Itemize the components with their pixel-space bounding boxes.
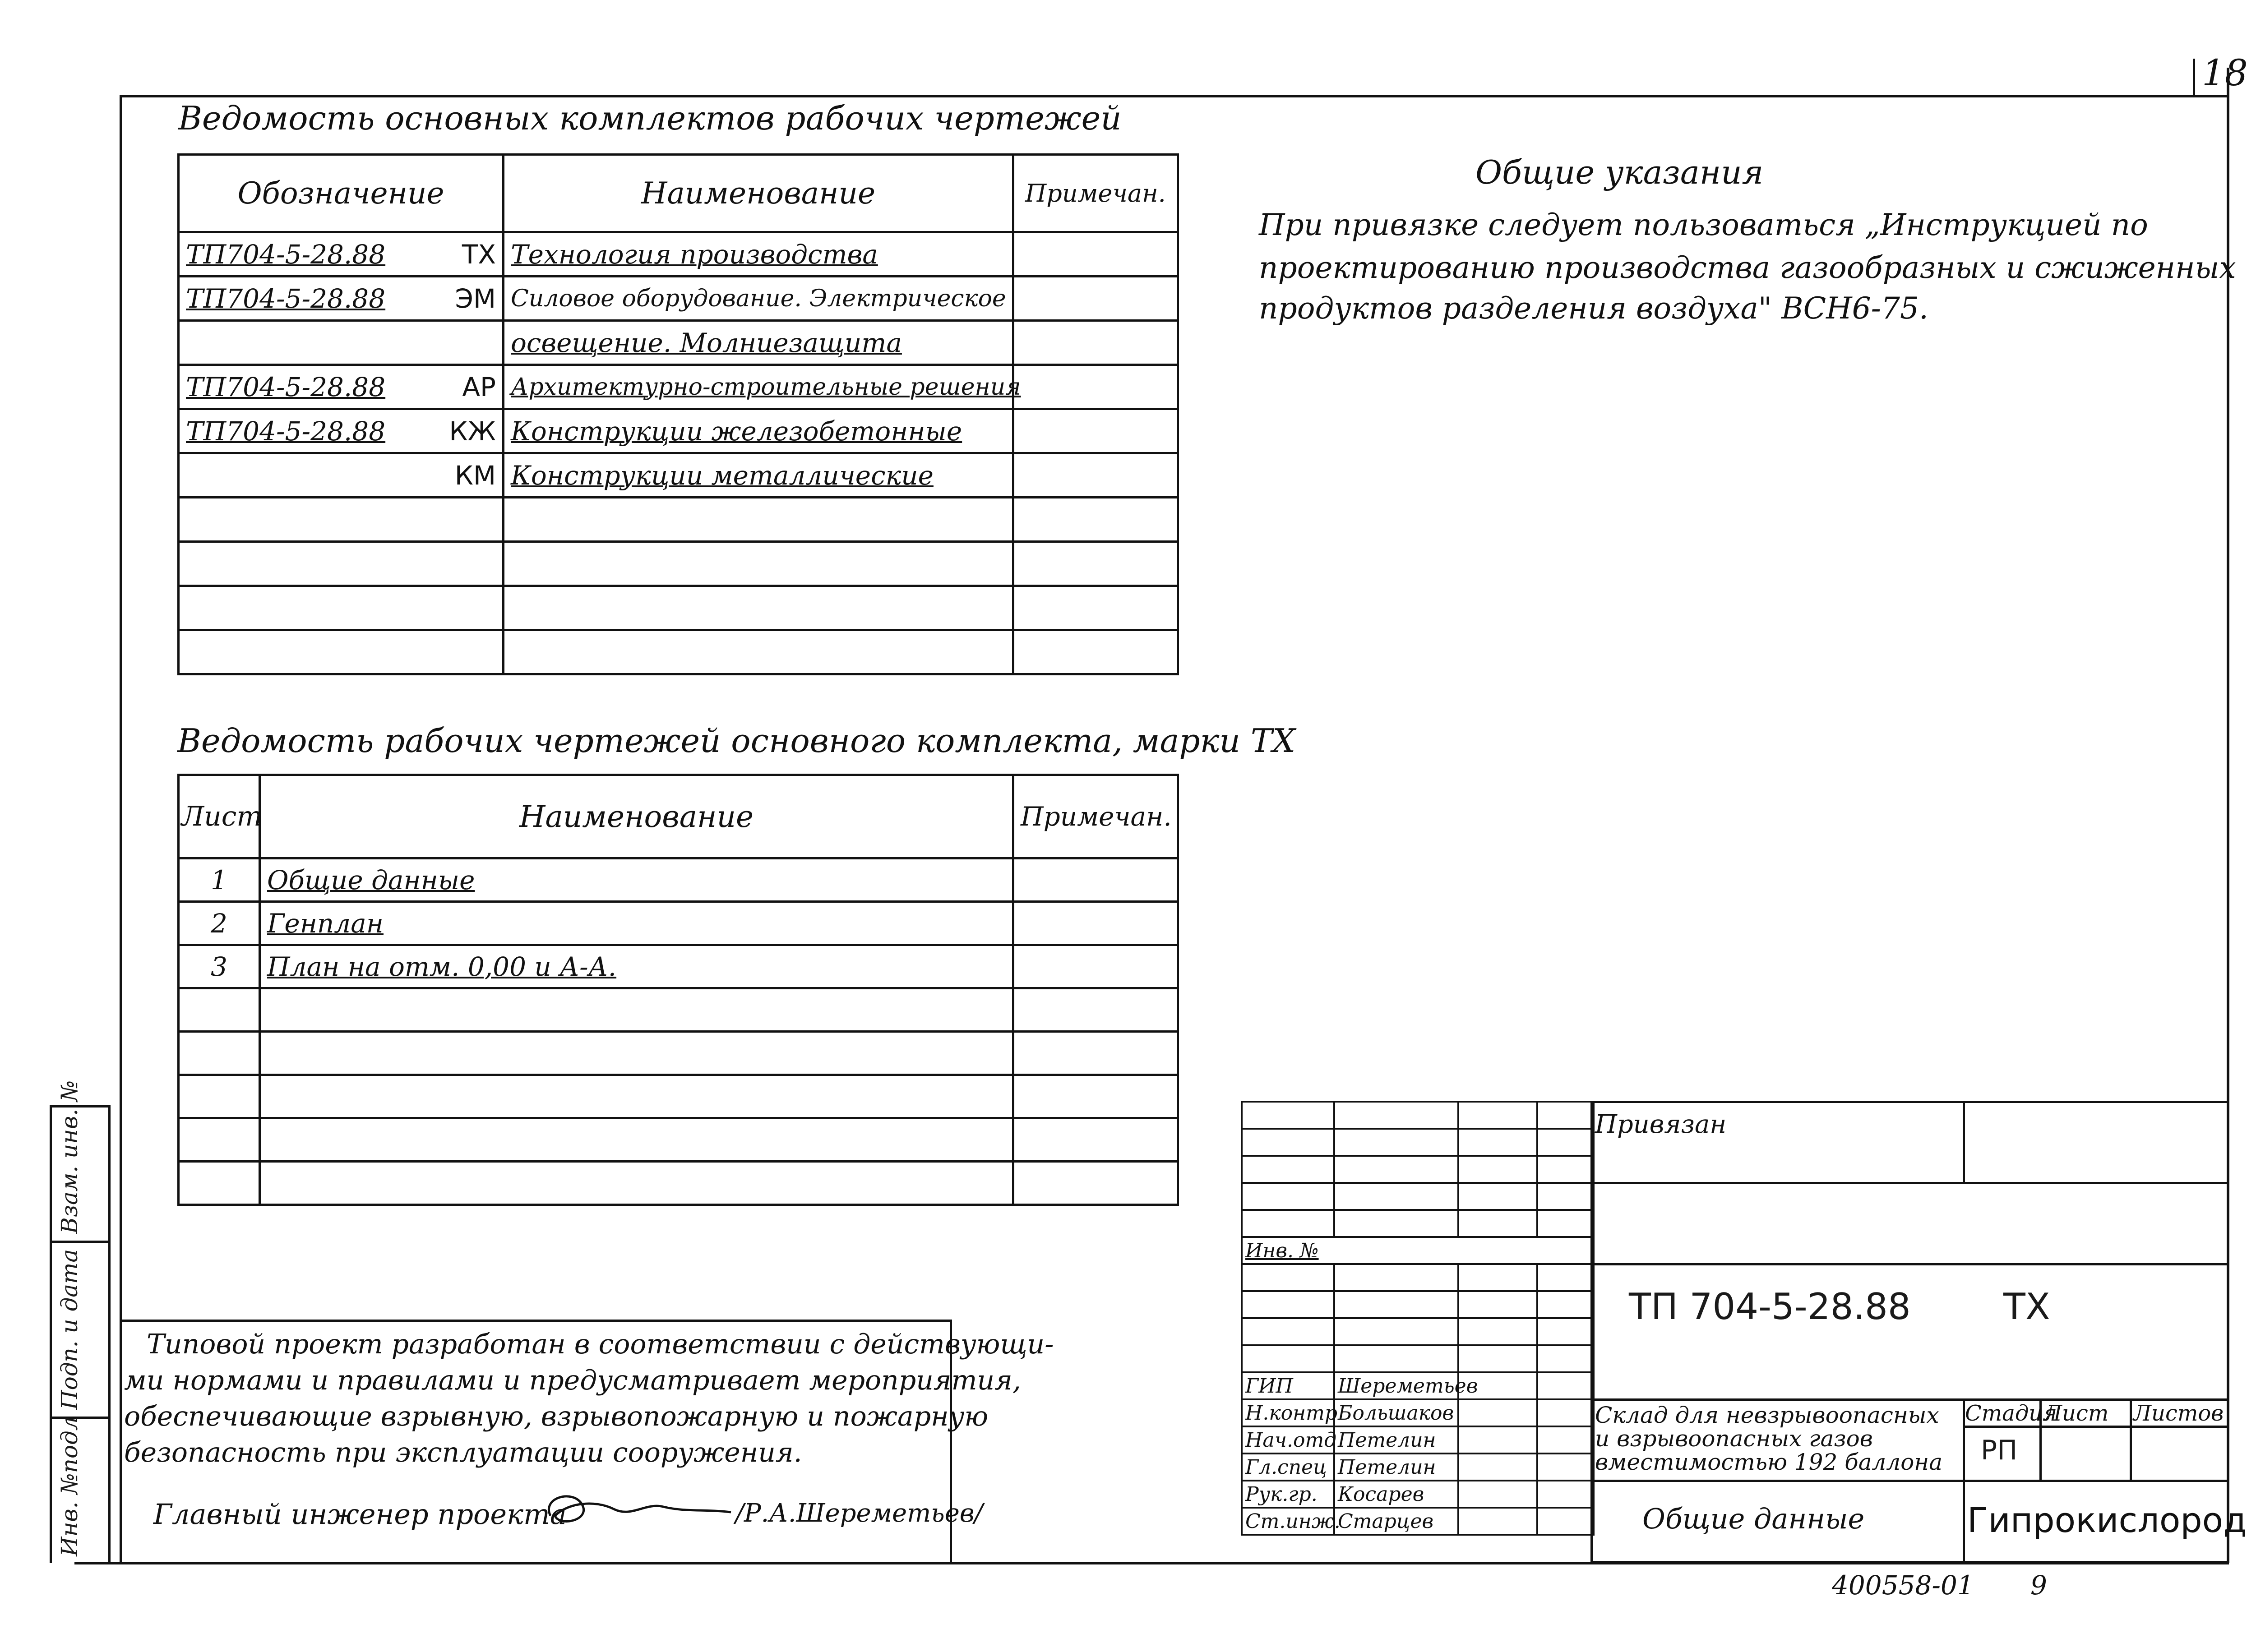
table1-name: Конструкции металлические [504,453,1013,498]
archive-number: 400558-01 [1832,1570,1974,1601]
table1-name: освещение. Молниезащита [504,321,1013,365]
stamp-stage-label: Стадия [1965,1401,2057,1426]
table1-mark: КЖ [449,415,496,447]
stamp-row-line-1 [1590,1182,2229,1184]
notes-line-2: проектированию производства газообразных и сжиженных [1259,250,2236,285]
stamp-row-line-4 [1590,1480,2229,1482]
stamp-role: ГИП [1242,1372,1334,1399]
stamp-privyazan-divider [1963,1101,1965,1182]
signature-name: /Р.А.Шереметьев/ [735,1499,983,1528]
table1-col-designation: Обозначение [179,155,504,232]
table2 [177,774,1179,1206]
table1-mark: АР [462,371,496,402]
stamp-organization: Гипрокислород [1967,1500,2247,1540]
stamp-title-2: и взрывоопасных газов [1595,1426,1873,1452]
frame-top [120,95,2229,97]
table1 [177,153,1179,675]
statement-line-1: Типовой проект разработан в соответствии с действующи- [147,1329,1054,1360]
side-label-vzam-inv: Взам. инв. № [56,1080,83,1234]
table2-sheet: 2 [179,902,260,945]
signature-label: Главный инженер проекта [153,1498,567,1531]
table1-code: ТП704-5-28.88 [186,283,386,314]
stamp-sheets-label: Листов [2133,1401,2224,1426]
table1-mark: ЭМ [455,283,496,314]
statement-line-3: обеспечивающие взрывную, взрывопожарную и пожарную [124,1401,989,1432]
side-label-inv-podl: Инв. №подл [56,1416,83,1556]
side-strip-left [50,1105,52,1563]
stamp-sheet-label: Лист [2044,1401,2109,1426]
stamp-person: Большаков [1334,1399,1458,1426]
table-row [179,858,1178,902]
sheet-number: 18 [2202,52,2248,94]
statement-line-4: безопасность при эксплуатации сооружения. [124,1437,802,1468]
stamp-role: Ст.инж. [1242,1508,1334,1535]
stamp-person: Шереметьев [1334,1372,1458,1399]
stamp-stage: РП [1981,1435,2018,1466]
stamp-person: Старцев [1334,1508,1458,1535]
stamp-inv-no: Инв. № [1245,1239,1319,1262]
table1-name: Архитектурно-строительные решения [504,365,1013,409]
signature-mark [541,1484,740,1534]
table2-name: Генплан [260,902,1013,945]
table2-col-sheet: Лист [179,775,260,858]
side-strip-right [108,1105,111,1563]
table1-name: Технология производства [504,232,1013,277]
table1-title: Ведомость основных комплектов рабочих чертежей [178,99,1122,137]
page-number: 9 [2030,1570,2047,1601]
notes-title: Общие указания [1475,153,1764,191]
table1-col-name: Наименование [504,155,1013,232]
notes-line-1: При привязке следует пользоваться „Инструкцией по [1259,208,2148,242]
table-row [179,409,1178,453]
table1-col-note: Примечан. [1013,155,1178,232]
stamp-role: Н.контр [1242,1399,1334,1426]
stamp-person: Косарев [1334,1481,1458,1508]
side-label-podp-data: Подп. и дата [56,1249,83,1410]
table-row [179,321,1178,365]
table1-name: Конструкции железобетонные [504,409,1013,453]
sheet-number-box-left [2193,59,2195,97]
table2-col-name: Наименование [260,775,1013,858]
table-row [179,277,1178,321]
stamp-mark: ТХ [2003,1286,2050,1328]
table-row [179,945,1178,988]
stamp-designation: ТП 704-5-28.88 [1629,1286,1911,1328]
table-row [179,365,1178,409]
stamp-title-1: Склад для невзрывоопасных [1595,1402,1939,1428]
stamp-role: Рук.гр. [1242,1481,1334,1508]
table-row [179,902,1178,945]
table2-sheet: 3 [179,945,260,988]
stamp-privyazan: Привязан [1595,1110,1727,1139]
table2-title: Ведомость рабочих чертежей основного комплекта, марки ТХ [177,722,1296,760]
stamp-sheets-divider [2130,1398,2132,1480]
stamp-left-grid [1241,1101,1595,1536]
notes-line-3: продуктов разделения воздуха" ВСН6-75. [1259,291,1928,326]
table1-mark: КМ [454,460,496,491]
stamp-role: Гл.спец [1242,1454,1334,1481]
table1-code: ТП704-5-28.88 [186,371,386,402]
table2-name: Общие данные [260,858,1013,902]
table1-code: ТП704-5-28.88 [186,239,386,270]
statement-line-2: ми нормами и правилами и предусматривает мероприятия, [124,1365,1021,1396]
table2-name: План на отм. 0,00 и А-А. [260,945,1013,988]
table2-col-note: Примечан. [1013,775,1178,858]
stamp-row-line-2 [1590,1263,2229,1265]
stamp-title-3: вместимостью 192 баллона [1595,1449,1943,1475]
stamp-person: Петелин [1334,1454,1458,1481]
table-row [179,453,1178,498]
stamp-drawing-name: Общие данные [1642,1502,1865,1535]
stamp-role: Нач.отд [1242,1426,1334,1454]
stamp-person: Петелин [1334,1426,1458,1454]
side-strip-sep1 [50,1241,111,1243]
table1-code: ТП704-5-28.88 [186,415,386,447]
table1-name: Силовое оборудование. Электрическое [504,277,1013,321]
table2-sheet: 1 [179,858,260,902]
table-row [179,232,1178,277]
stamp-right-frame [1590,1101,2229,1563]
table1-mark: ТХ [462,239,496,270]
